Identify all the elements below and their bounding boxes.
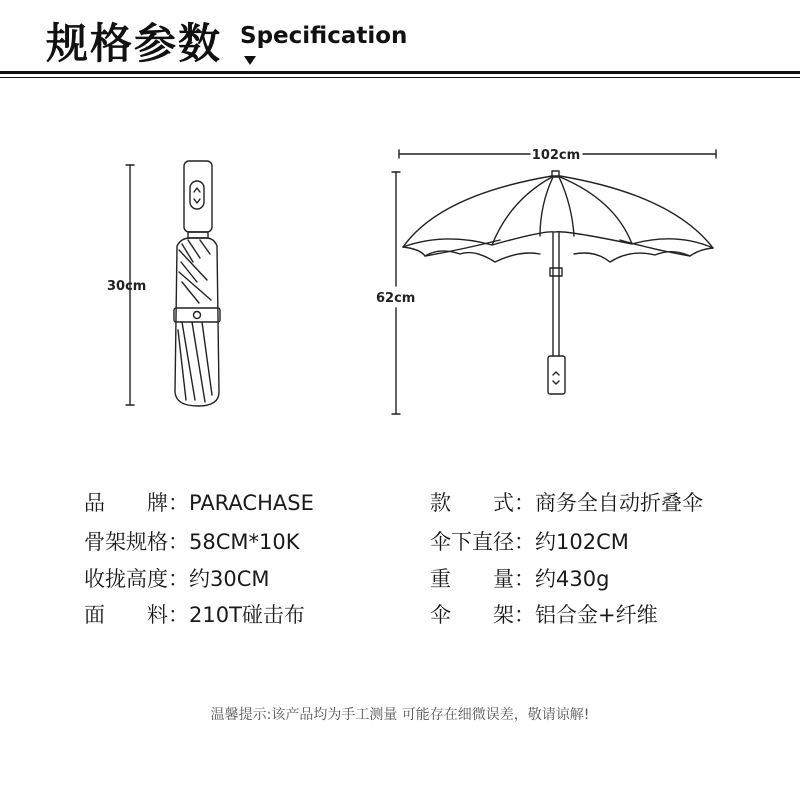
open-umbrella-icon [403, 171, 713, 394]
spec-value: 210T碰击布 [189, 603, 305, 627]
spec-value: PARACHASE [189, 491, 314, 515]
spec-fabric [84, 601, 305, 629]
spec-label: 重 量： [430, 567, 535, 591]
open-height-label: 62cm [376, 291, 416, 306]
open-width-label: 102cm [531, 148, 581, 163]
folded-umbrella-icon [174, 161, 220, 406]
spec-rib-material [430, 601, 658, 629]
spec-label: 伞下直径： [430, 530, 535, 554]
spec-value: 商务全自动折叠伞 [535, 491, 703, 515]
spec-value: 58CM*10K [189, 530, 300, 554]
spec-value: 约30CM [189, 567, 270, 591]
spec-value: 约430g [535, 567, 610, 591]
spec-frame [84, 528, 300, 556]
spec-weight [430, 565, 609, 593]
spec-label: 品 牌： [84, 491, 189, 515]
spec-label: 伞 架： [430, 603, 535, 627]
spec-value: 铝合金+纤维 [535, 603, 658, 627]
spec-value: 约102CM [535, 530, 629, 554]
folded-height-label: 30cm [107, 279, 147, 294]
spec-label: 收拢高度： [84, 567, 189, 591]
footer-note: 温馨提示:该产品均为手工测量 可能存在细微误差，敬请谅解! [210, 707, 590, 723]
page-subtitle: Specification [240, 23, 408, 49]
spec-brand [84, 489, 314, 517]
spec-folded-height [84, 565, 270, 593]
page-title: 规格参数 [46, 19, 223, 68]
spec-label: 款 式： [430, 491, 535, 515]
spec-style [430, 489, 703, 517]
spec-label: 面 料： [84, 603, 189, 627]
spec-diameter [430, 528, 629, 556]
spec-label: 骨架规格： [84, 530, 189, 554]
